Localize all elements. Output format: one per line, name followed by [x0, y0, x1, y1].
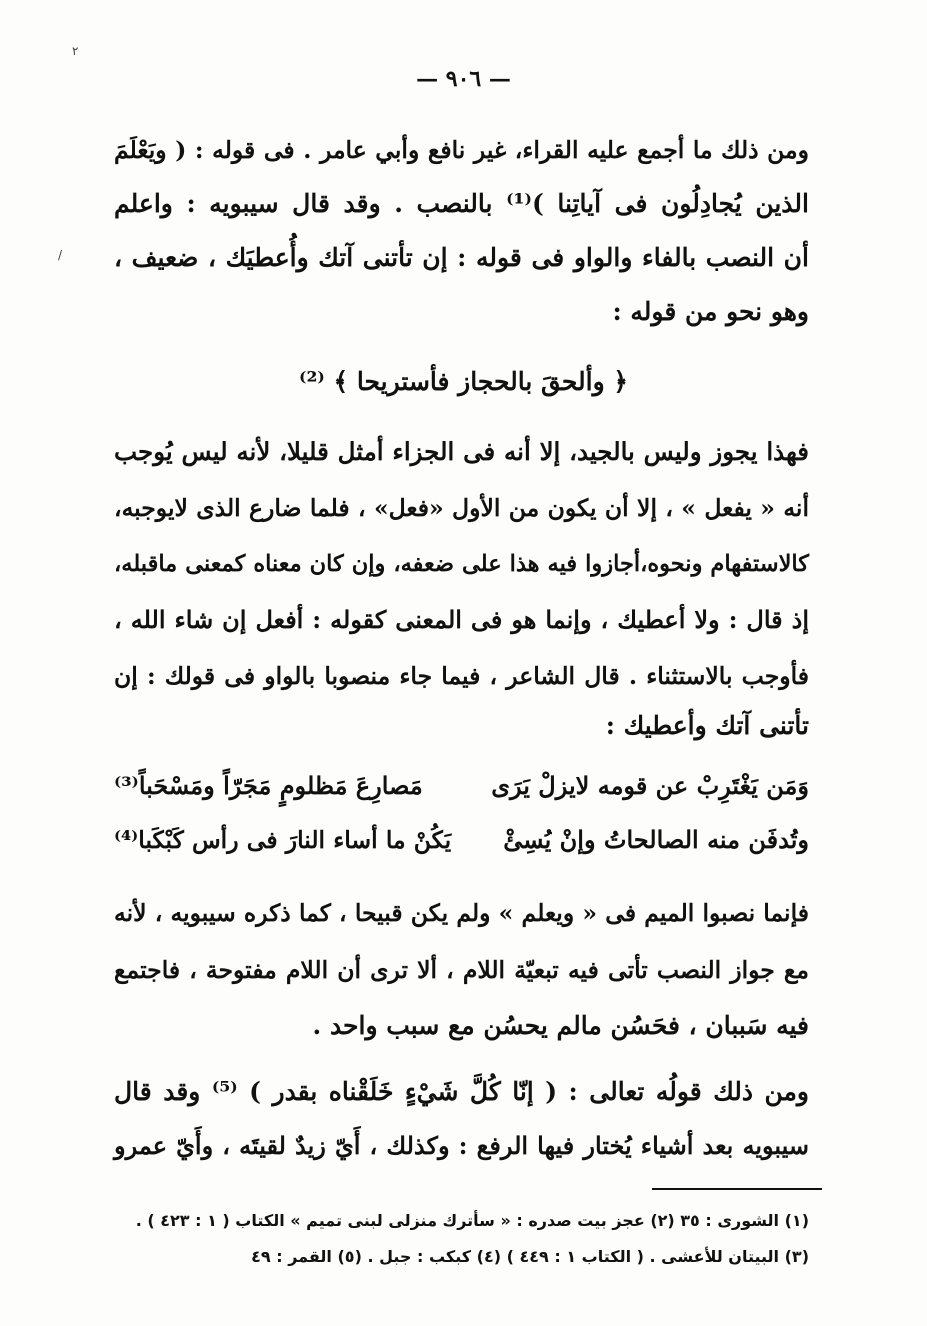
quoted-verse: ﴿ وألحقَ بالحجاز فأستريحا ﴾ ⁽²⁾ — [298, 367, 628, 396]
footnote-divider — [652, 1188, 822, 1190]
paragraph-1-line: ومن ذلك ما أجمع عليه القراء، غير نافع وأبي عامر . فى قوله : ( ويَعْلَمَ — [114, 136, 809, 164]
paragraph-1-line: الذين يُجادِلُون فى آياتِنا )⁽¹⁾ بالنصب . وقد قال سيبويه : واعلم — [114, 189, 809, 218]
poem-second-hemistich: يَكُنْ ما أساء النارَ فى رأس كَبْكَبا⁽⁴⁾ — [114, 826, 452, 854]
paragraph-1-line: وهو نحو من قوله : — [612, 297, 809, 326]
poem-line — [114, 766, 809, 806]
paragraph-4-line: سيبويه بعد أشياء يُختار فيها الرفع : وكذلك ، أَيّ زيدٌ لقيتَه ، وأَيّ عمرو — [114, 1131, 809, 1160]
paragraph-3-line: مع جواز النصب تأتى فيه تبعيّة اللام ، ألا ترى أن اللام مفتوحة ، فاجتمع — [114, 956, 809, 984]
paragraph-2-line: فأوجب بالاستثناء . قال الشاعر ، فيما جاء منصوبا بالواو فى قولك : إن — [114, 662, 809, 690]
paragraph-4-line: ومن ذلك قولُه تعالى : ( إنّا كُلَّ شَيْءٍ خَلَقْناه بقدر ) ⁽⁵⁾ وقد قال — [114, 1077, 809, 1106]
paragraph-3-line: فإنما نصبوا الميم فى « ويعلم » ولم يكن قبيحا ، كما ذكره سيبويه ، لأنه — [114, 899, 809, 927]
poem-second-hemistich: مَصارِعَ مَظلومٍ مَجَرّاً ومَسْحَباً⁽³⁾ — [114, 771, 423, 800]
poem-first-hemistich: وتُدفَن منه الصالحاتُ وإنْ يُسِئْ — [503, 825, 809, 854]
poem-line — [114, 820, 809, 860]
paragraph-2-line: كالاستفهام ونحوه،أجازوا فيه هذا على ضعفه، وإن كان معناه كمعنى ماقبله، — [114, 551, 809, 577]
footnote-line: (١) الشورى : ٣٥ (٢) عجز بيت صدره : « سأترك منزلى لبنى تميم » الكتاب ( ١ : ٤٢٣ ) . — [135, 1211, 809, 1230]
paragraph-2-line: فهذا يجوز وليس بالجيد، إلا أنه فى الجزاء أمثل قليلا، لأنه ليس يُوجب — [114, 437, 809, 466]
paragraph-2-line: إذ قال : ولا أعطيك ، وإنما هو فى المعنى كقوله : أفعل إن شاء الله ، — [114, 605, 809, 634]
paragraph-2-line: أنه « يفعل » ، إلا أن يكون من الأول «فعل» ، فلما ضارع الذى لايوجبه، — [114, 494, 809, 522]
margin-mark-mid-left: / — [58, 248, 63, 262]
paragraph-3-line: فيه سَببان ، فحَسُن مالم يحسُن مع سبب واحد . — [312, 1011, 809, 1040]
page-number: — ٩٠٦ — — [416, 66, 511, 92]
poem-first-hemistich: وَمَن يَغْتَرِبْ عن قومه لايزلْ يَرَى — [491, 771, 809, 800]
margin-mark-top-left: ٢ — [72, 44, 79, 58]
paragraph-2-line: تأتنى آتك وأعطيك : — [605, 711, 809, 740]
paragraph-1-line: أن النصب بالفاء والواو فى قوله : إن تأتنى آتك وأُعطيَك ، ضعيف ، — [114, 243, 809, 272]
footnote-line: (٣) البيتان للأعشى . ( الكتاب ١ : ٤٤٩ ) (٤) كبكب : جبل . (٥) القمر : ٤٩ — [251, 1247, 809, 1266]
